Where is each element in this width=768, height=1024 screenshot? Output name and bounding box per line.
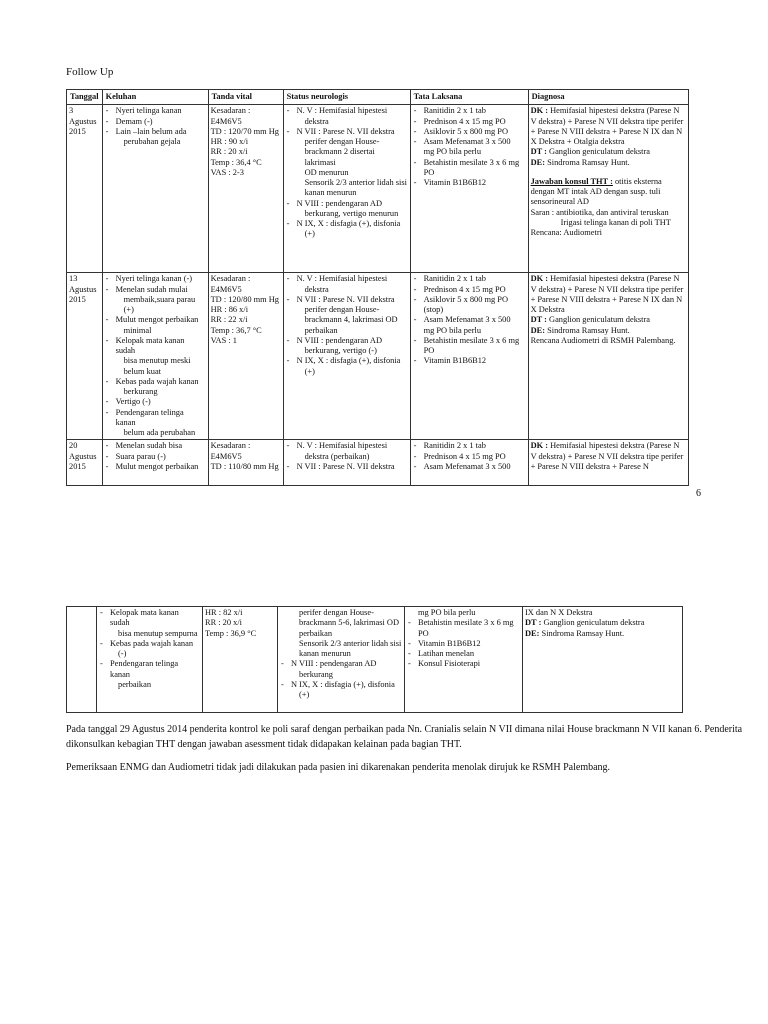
list-item-cont: belum ada perubahan	[123, 428, 196, 437]
list-item: - Kelopak mata kanan sudah	[99, 608, 200, 629]
diagnosis-dt	[525, 618, 680, 628]
vital-line: RR : 20 x/i	[205, 618, 242, 628]
vital-line: HR : 90 x/i	[210, 137, 249, 146]
list-item-cont: mg PO bila perlu	[423, 147, 482, 157]
list-item: - N IX, X : disfagia (+), disfonia	[280, 680, 402, 690]
diagnosis-dk-cont: IX dan N X Dekstra	[525, 608, 593, 617]
date-day: 13	[69, 274, 78, 284]
vital-cell	[208, 440, 283, 486]
list-item-cont: berkurang	[299, 669, 333, 679]
diagnosis-dk	[531, 274, 686, 315]
list-item: - N VIII : pendengaran AD	[286, 336, 408, 346]
diagnosa-cell	[528, 273, 688, 440]
vital-line: RR : 20 x/i	[210, 147, 248, 157]
paragraph-enmg: Pemeriksaan ENMG dan Audiometri tidak jadi dilakukan pada pasien ini dikarenakan penderita menolak dirujuk ke RSMH Palembang.	[66, 762, 611, 773]
vital-line: E4M6V5	[210, 451, 242, 461]
list-item: - Pendengaran telinga kanan	[105, 408, 206, 429]
list-item-cont: perifer dengan House-	[299, 608, 374, 617]
list-item-cont: brackmann 2 disertai lakrimasi	[304, 147, 375, 167]
date-year: 2015	[69, 461, 86, 471]
list-item: - Suara parau (-)	[105, 452, 206, 462]
list-item: - N IX, X : disfagia (+), disfonia	[286, 219, 408, 229]
diagnosis-dt	[531, 147, 686, 157]
date-month: Agustus	[69, 284, 97, 294]
list-item: - Prednison 4 x 15 mg PO	[413, 452, 526, 462]
dk-text: Hemifasial hipestesi dekstra (Parese N V dekstra) + Parese N VII dekstra tipe perifer + Parese N VIII dekstra + Parese N IX dan N X Dekstra	[530, 274, 684, 314]
tata-laksana-cell	[405, 607, 523, 713]
diagnosis-de	[531, 326, 686, 336]
list-item: - N. V : Hemifasial hipestesi	[286, 441, 408, 451]
table-row	[67, 607, 683, 713]
diagnosis-dt	[531, 315, 686, 325]
diagnosis-dk	[531, 106, 686, 147]
table-row	[67, 273, 689, 440]
neuro-cell	[283, 105, 410, 273]
de-text: Sindroma Ramsay Hunt.	[547, 157, 630, 167]
vital-line: VAS : 2-3	[210, 167, 244, 177]
list-item: - Vitamin B1B6B12	[413, 356, 526, 366]
date-cell	[67, 273, 103, 440]
header-status-neurologis: Status neurologis	[283, 90, 410, 105]
konsul-tht	[531, 177, 686, 208]
list-item: - Kebas pada wajah kanan	[105, 377, 206, 387]
vital-cell	[208, 273, 283, 440]
list-item: - Menelan sudah mulai	[105, 285, 206, 295]
list-item: - N. V : Hemifasial hipestesi	[286, 106, 408, 116]
header-tanda-vital: Tanda vital	[208, 90, 283, 105]
vital-line: HR : 82 x/i	[205, 608, 243, 617]
diagnosis-de	[525, 629, 680, 639]
saran: Saran : antibiotika, dan antiviral teruskan	[530, 207, 669, 217]
list-item-cont: perifer dengan House-	[304, 137, 380, 146]
keluhan-cell	[102, 273, 208, 440]
list-item-cont: berkurang, vertigo (-)	[304, 346, 377, 355]
header-diagnosa: Diagnosa	[528, 90, 688, 105]
keluhan-cell	[97, 607, 203, 713]
vital-line: HR : 86 x/i	[210, 305, 249, 314]
vital-line: Temp : 36,9 °C	[205, 628, 257, 638]
konsul-label: Jawaban konsul THT :	[530, 176, 613, 186]
list-item: - Betahistin mesilate 3 x 6 mg	[413, 158, 526, 168]
list-item: - Konsul Fisioterapi	[407, 659, 520, 669]
list-item-cont: perbaikan	[299, 628, 333, 638]
list-item-cont: perbaikan	[118, 679, 152, 689]
dt-label: DT :	[530, 315, 547, 325]
vital-line: TD : 120/80 mm Hg	[210, 294, 279, 304]
keluhan-cell	[102, 440, 208, 486]
date-day: 3	[69, 106, 74, 116]
page-number: 6	[696, 488, 701, 499]
list-item: - Nyeri telinga kanan (-)	[105, 274, 206, 284]
follow-up-table-continuation	[66, 606, 683, 713]
vital-line: Temp : 36,4 °C	[210, 157, 262, 167]
vital-line: RR : 22 x/i	[210, 315, 248, 325]
list-item-cont: (+)	[304, 229, 315, 239]
rencana: Rencana Audiometri di RSMH Palembang.	[530, 335, 676, 345]
vital-line: VAS : 1	[210, 335, 237, 345]
list-item-cont: perbaikan	[304, 325, 338, 335]
vital-line: TD : 110/80 mm Hg	[210, 461, 279, 471]
list-item: - Pendengaran telinga kanan	[99, 659, 200, 680]
list-item-cont: brackmann 5-6, lakrimasi OD	[299, 618, 400, 628]
list-item-cont: dekstra	[304, 284, 329, 294]
list-item: - Ranitidin 2 x 1 tab	[413, 106, 526, 116]
de-text: Sindroma Ramsay Hunt.	[547, 325, 630, 335]
dt-label: DT :	[530, 147, 547, 157]
diagnosa-cell	[528, 440, 688, 486]
list-item-cont: (+)	[304, 366, 315, 376]
dk-label: DK :	[530, 106, 549, 116]
vital-cell	[208, 105, 283, 273]
list-item: - Ranitidin 2 x 1 tab	[413, 274, 526, 284]
list-item-cont: dekstra	[304, 116, 329, 126]
rencana: Rencana: Audiometri	[530, 228, 602, 237]
dk-text: Hemifasial hipestesi dekstra (Parese N V dekstra) + Parese N VII dekstra tipe perifer + Parese N VIII dekstra + Parese N IX dan N X Dekstra + Otalgia dekstra	[530, 106, 684, 146]
paragraph-kontrol: Pada tanggal 29 Agustus 2014 penderita kontrol ke poli saraf dengan perbaikan pada Nn. Cranialis selain N VII dimana nilai House brackmann N VII kanan 6. Penderita dikonsulkan kebagian THT dengan jawaban asessment tidak didapakan kelainan pada bagian THT.	[66, 724, 743, 750]
neuro-cell	[283, 440, 410, 486]
list-item-cont: brackmann 4, lakrimasi OD	[304, 315, 398, 325]
date-month: Agustus	[69, 451, 97, 461]
list-item-cont: PO	[423, 346, 435, 355]
vital-cell	[203, 607, 278, 713]
list-item: - Asam Mefenamat 3 x 500	[413, 137, 526, 147]
list-item-cont: membaik,suara parau (+)	[123, 294, 196, 314]
list-item-cont: (-)	[118, 649, 127, 658]
date-month: Agustus	[69, 116, 97, 126]
list-item: - Demam (-)	[105, 117, 206, 127]
list-item-cont: mg PO bila perlu	[423, 325, 482, 335]
date-cell	[67, 440, 103, 486]
dk-text: Hemifasial hipestesi dekstra (Parese N V dekstra) + Parese N VII dekstra tipe perifer + Parese N VIII dekstra + Parese N	[530, 441, 684, 471]
list-item: - N VII : Parese N. VII dekstra	[286, 127, 408, 137]
dt-text: Ganglion geniculatum dekstra	[543, 618, 645, 628]
neuro-cell	[278, 607, 405, 713]
saran-cont: Irigasi telinga kanan di poli THT	[560, 217, 671, 227]
list-item-cont: kanan menurun	[304, 188, 357, 198]
list-item: - Ranitidin 2 x 1 tab	[413, 441, 526, 451]
list-item-cont: (stop)	[423, 305, 444, 314]
list-item: - Lain –lain belum ada	[105, 127, 206, 137]
vital-line: E4M6V5	[210, 116, 242, 126]
list-item-cont: bisa menutup sempurna	[118, 628, 198, 638]
table-row	[67, 440, 689, 486]
list-item: - Latihan menelan	[407, 649, 520, 659]
header-tanggal: Tanggal	[67, 90, 103, 105]
date-year: 2015	[69, 126, 86, 136]
list-item-cont: Sensorik 2/3 anterior lidah sisi	[299, 638, 402, 648]
tata-laksana-cell	[410, 440, 528, 486]
dt-label: DT :	[525, 618, 542, 628]
neuro-cell	[283, 273, 410, 440]
keluhan-cell	[102, 105, 208, 273]
list-item: - Prednison 4 x 15 mg PO	[413, 285, 526, 295]
list-item-cont: berkurang	[123, 387, 158, 396]
diagnosa-cell	[523, 607, 683, 713]
de-label: DE:	[530, 157, 545, 167]
vital-line: Kesadaran :	[210, 106, 251, 116]
list-item: - Menelan sudah bisa	[105, 441, 206, 451]
date-year: 2015	[69, 294, 86, 304]
follow-up-table	[66, 89, 689, 486]
list-item: - N IX, X : disfagia (+), disfonia	[286, 356, 408, 366]
table-row	[67, 105, 689, 273]
section-heading: Follow Up	[66, 66, 114, 78]
list-item-cont: belum kuat	[123, 366, 162, 376]
list-item-cont: PO	[423, 167, 435, 177]
list-item: - Betahistin mesilate 3 x 6 mg	[413, 336, 526, 346]
list-item: - N VIII : pendengaran AD	[286, 199, 408, 209]
list-item: - Mulut mengot perbaikan	[105, 462, 206, 472]
konsul-text: otitis eksterna dengan MT intak AD dengan susp. tuli sensorineural AD	[530, 176, 662, 207]
list-item-cont: PO	[418, 628, 429, 638]
dt-text: Ganglion geniculatum dekstra	[549, 147, 650, 157]
list-item: - Asiklovir 5 x 800 mg PO	[413, 295, 526, 305]
list-item: - Prednison 4 x 15 mg PO	[413, 117, 526, 127]
table-header-row	[67, 90, 689, 105]
list-item-cont: dekstra (perbaikan)	[304, 451, 370, 461]
vital-line: Kesadaran :	[210, 441, 251, 451]
date-day: 20	[69, 441, 78, 451]
de-label: DE:	[525, 628, 540, 638]
de-text: Sindroma Ramsay Hunt.	[541, 628, 625, 638]
list-item: - Asiklovir 5 x 800 mg PO	[413, 127, 526, 137]
list-item-cont: (+)	[299, 690, 310, 699]
diagnosis-de	[531, 158, 686, 168]
vital-line: Kesadaran :	[210, 274, 251, 284]
list-item-cont: mg PO bila perlu	[418, 608, 476, 617]
date-cell	[67, 105, 103, 273]
list-item-cont: perubahan gejala	[123, 137, 181, 146]
list-item: - Vertigo (-)	[105, 397, 206, 407]
list-item: - Betahistin mesilate 3 x 6 mg	[407, 618, 520, 628]
header-keluhan: Keluhan	[102, 90, 208, 105]
de-label: DE:	[530, 325, 545, 335]
list-item-cont: Sensorik 2/3 anterior lidah sisi	[304, 178, 407, 187]
list-item: - Asam Mefenamat 3 x 500	[413, 315, 526, 325]
dk-label: DK :	[530, 274, 549, 284]
list-item: - Kebas pada wajah kanan	[99, 639, 200, 649]
list-item-cont: berkurang, vertigo menurun	[304, 208, 399, 218]
list-item-cont: OD menurun	[304, 167, 349, 177]
list-item: - Kelopak mata kanan sudah	[105, 336, 206, 357]
list-item: - Mulut mengot perbaikan	[105, 315, 206, 325]
header-tata-laksana: Tata Laksana	[410, 90, 528, 105]
list-item: - Nyeri telinga kanan	[105, 106, 206, 116]
list-item: - Vitamin B1B6B12	[413, 178, 526, 188]
list-item-cont: minimal	[123, 325, 152, 335]
list-item-cont: kanan menurun	[299, 649, 351, 658]
date-cell	[67, 607, 97, 713]
vital-line: Temp : 36,7 °C	[210, 325, 262, 335]
list-item: - N VII : Parese N. VII dekstra	[286, 462, 408, 472]
list-item: - N VII : Parese N. VII dekstra	[286, 295, 408, 305]
tata-laksana-cell	[410, 105, 528, 273]
dk-label: DK :	[530, 441, 549, 451]
list-item: - N VIII : pendengaran AD	[280, 659, 402, 669]
diagnosis-dk	[531, 441, 686, 472]
vital-line: TD : 120/70 mm Hg	[210, 126, 279, 136]
list-item-cont: perifer dengan House-	[304, 305, 380, 314]
list-item: - Vitamin B1B6B12	[407, 639, 520, 649]
tata-laksana-cell	[410, 273, 528, 440]
list-item-cont: bisa menutup meski	[123, 356, 191, 366]
dt-text: Ganglion geniculatum dekstra	[549, 315, 650, 325]
list-item: - N. V : Hemifasial hipestesi	[286, 274, 408, 284]
diagnosa-cell	[528, 105, 688, 273]
list-item: - Asam Mefenamat 3 x 500	[413, 462, 526, 472]
vital-line: E4M6V5	[210, 284, 242, 294]
